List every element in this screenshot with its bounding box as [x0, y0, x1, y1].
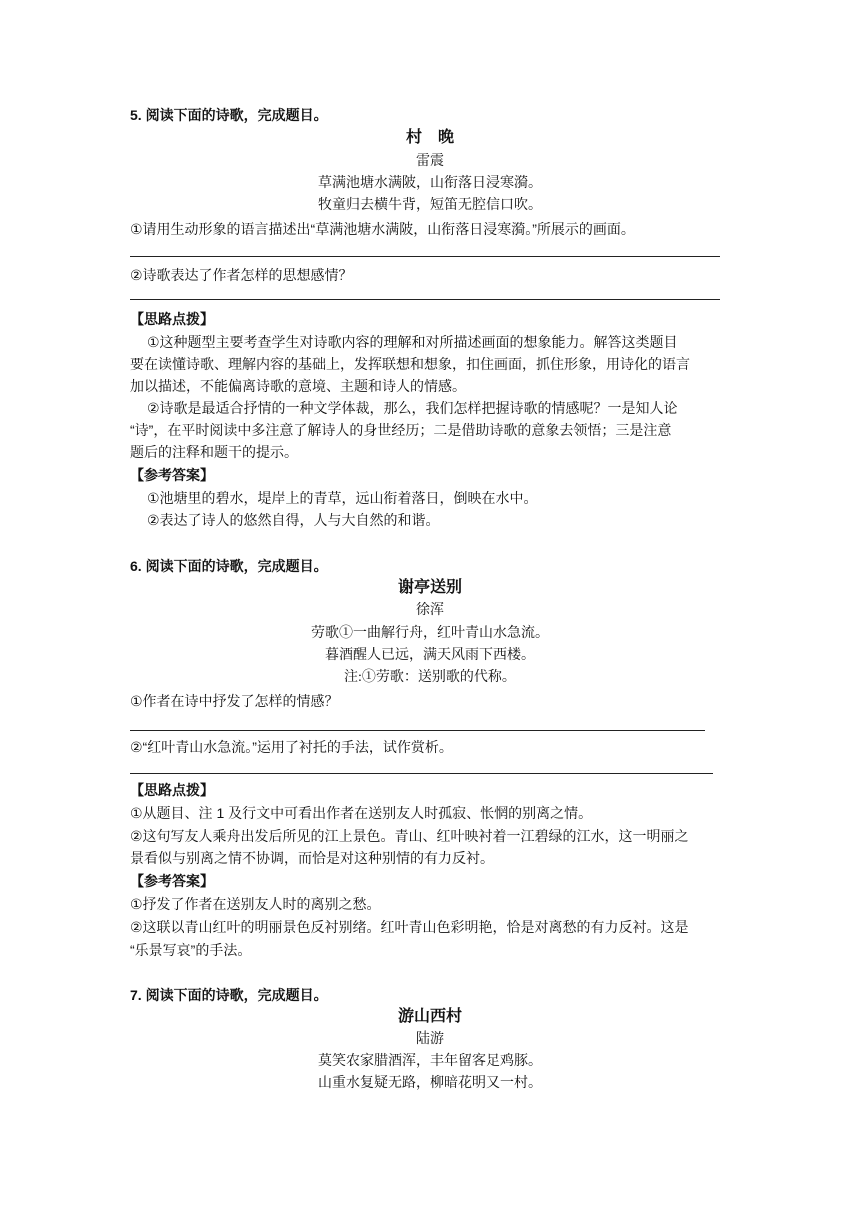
- q6-tip-line: ①从题目、注 1 及行文中可看出作者在送别友人时孤寂、怅惘的别离之情。: [130, 805, 593, 821]
- q5-poem-title: 村 晚: [405, 129, 454, 146]
- q5-answer-label: 【参考答案】: [130, 467, 214, 483]
- q5-answer-line: ①池塘里的碧水，堤岸上的青草，远山衔着落日，倒映在水中。: [147, 490, 538, 506]
- q5-heading: 5. 阅读下面的诗歌，完成题目。: [130, 107, 328, 123]
- q7-poem-line: 莫笑农家腊酒浑，丰年留客足鸡豚。: [318, 1054, 542, 1069]
- q6-poem-line: 劳歌①一曲解行舟，红叶青山水急流。: [311, 626, 549, 641]
- q5-tip-line: ①这种题型主要考查学生对诗歌内容的理解和对所描述画面的想象能力。解答这类题目: [147, 334, 678, 350]
- q6-tips-label: 【思路点拨】: [130, 782, 214, 798]
- q6-answer-line-2: [130, 773, 713, 774]
- q5-tip-line: 要在读懂诗歌、理解内容的基础上，发挥联想和想象，扣住画面，抓住形象，用诗化的语言: [130, 356, 690, 372]
- q6-heading: 6. 阅读下面的诗歌，完成题目。: [130, 558, 328, 574]
- q6-answer-line: “乐景写哀”的手法。: [130, 942, 252, 958]
- q6-poem-title: 谢亭送别: [397, 579, 462, 596]
- q5-tip-line: ②诗歌是最适合抒情的一种文学体裁，那么，我们怎样把握诗歌的情感呢？一是知人论: [147, 400, 678, 416]
- q6-poem-line: 暮酒醒人已远，满天风雨下西楼。: [325, 648, 535, 663]
- q5-answer-line-2: [130, 299, 720, 300]
- q5-question-1: ①请用生动形象的语言描述出“草满池塘水满陂，山衔落日浸寒漪。”所展示的画面。: [130, 221, 635, 237]
- q6-author: 徐浑: [416, 603, 444, 618]
- q6-answer-line: ②这联以青山红叶的明丽景色反衬别绪。红叶青山色彩明艳，恰是对离愁的有力反衬。这是: [130, 919, 689, 935]
- q5-tips-label: 【思路点拨】: [130, 311, 214, 327]
- q5-poem-line: 草满池塘水满陂，山衔落日浸寒漪。: [318, 176, 542, 191]
- q5-question-2: ②诗歌表达了作者怎样的思想感情？: [130, 267, 353, 283]
- q6-tip-line: ②这句写友人乘舟出发后所见的江上景色。青山、红叶映衬着一江碧绿的江水，这一明丽之: [130, 828, 689, 844]
- q7-author: 陆游: [416, 1032, 444, 1047]
- q6-question-1: ①作者在诗中抒发了怎样的情感？: [130, 693, 339, 709]
- q6-answer-label: 【参考答案】: [130, 873, 214, 889]
- q6-note: 注:①劳歌：送别歌的代称。: [344, 670, 516, 685]
- q7-poem-line: 山重水复疑无路，柳暗花明又一村。: [318, 1076, 542, 1091]
- q5-tip-line: 题后的注释和题干的提示。: [130, 444, 298, 460]
- q6-tip-line: 景看似与别离之情不协调，而恰是对这种别情的有力反衬。: [130, 850, 494, 866]
- q5-tip-line: “诗”，在平时阅读中多注意了解诗人的身世经历；二是借助诗歌的意象去领悟；三是注意: [130, 422, 672, 438]
- q5-tip-line: 加以描述，不能偏离诗歌的意境、主题和诗人的情感。: [130, 378, 466, 394]
- q7-poem-title: 游山西村: [397, 1008, 462, 1025]
- q5-author: 雷震: [416, 154, 444, 169]
- q6-question-2: ②“红叶青山水急流。”运用了衬托的手法，试作赏析。: [130, 739, 453, 755]
- q5-answer-line: ②表达了诗人的悠然自得，人与大自然的和谐。: [147, 512, 440, 528]
- q6-answer-line-1: [130, 730, 705, 731]
- q7-heading: 7. 阅读下面的诗歌，完成题目。: [130, 987, 328, 1003]
- q5-poem-line: 牧童归去横牛背，短笛无腔信口吹。: [318, 198, 542, 213]
- q6-answer-line: ①抒发了作者在送别友人时的离别之愁。: [130, 896, 381, 912]
- q5-answer-line-1: [130, 256, 720, 257]
